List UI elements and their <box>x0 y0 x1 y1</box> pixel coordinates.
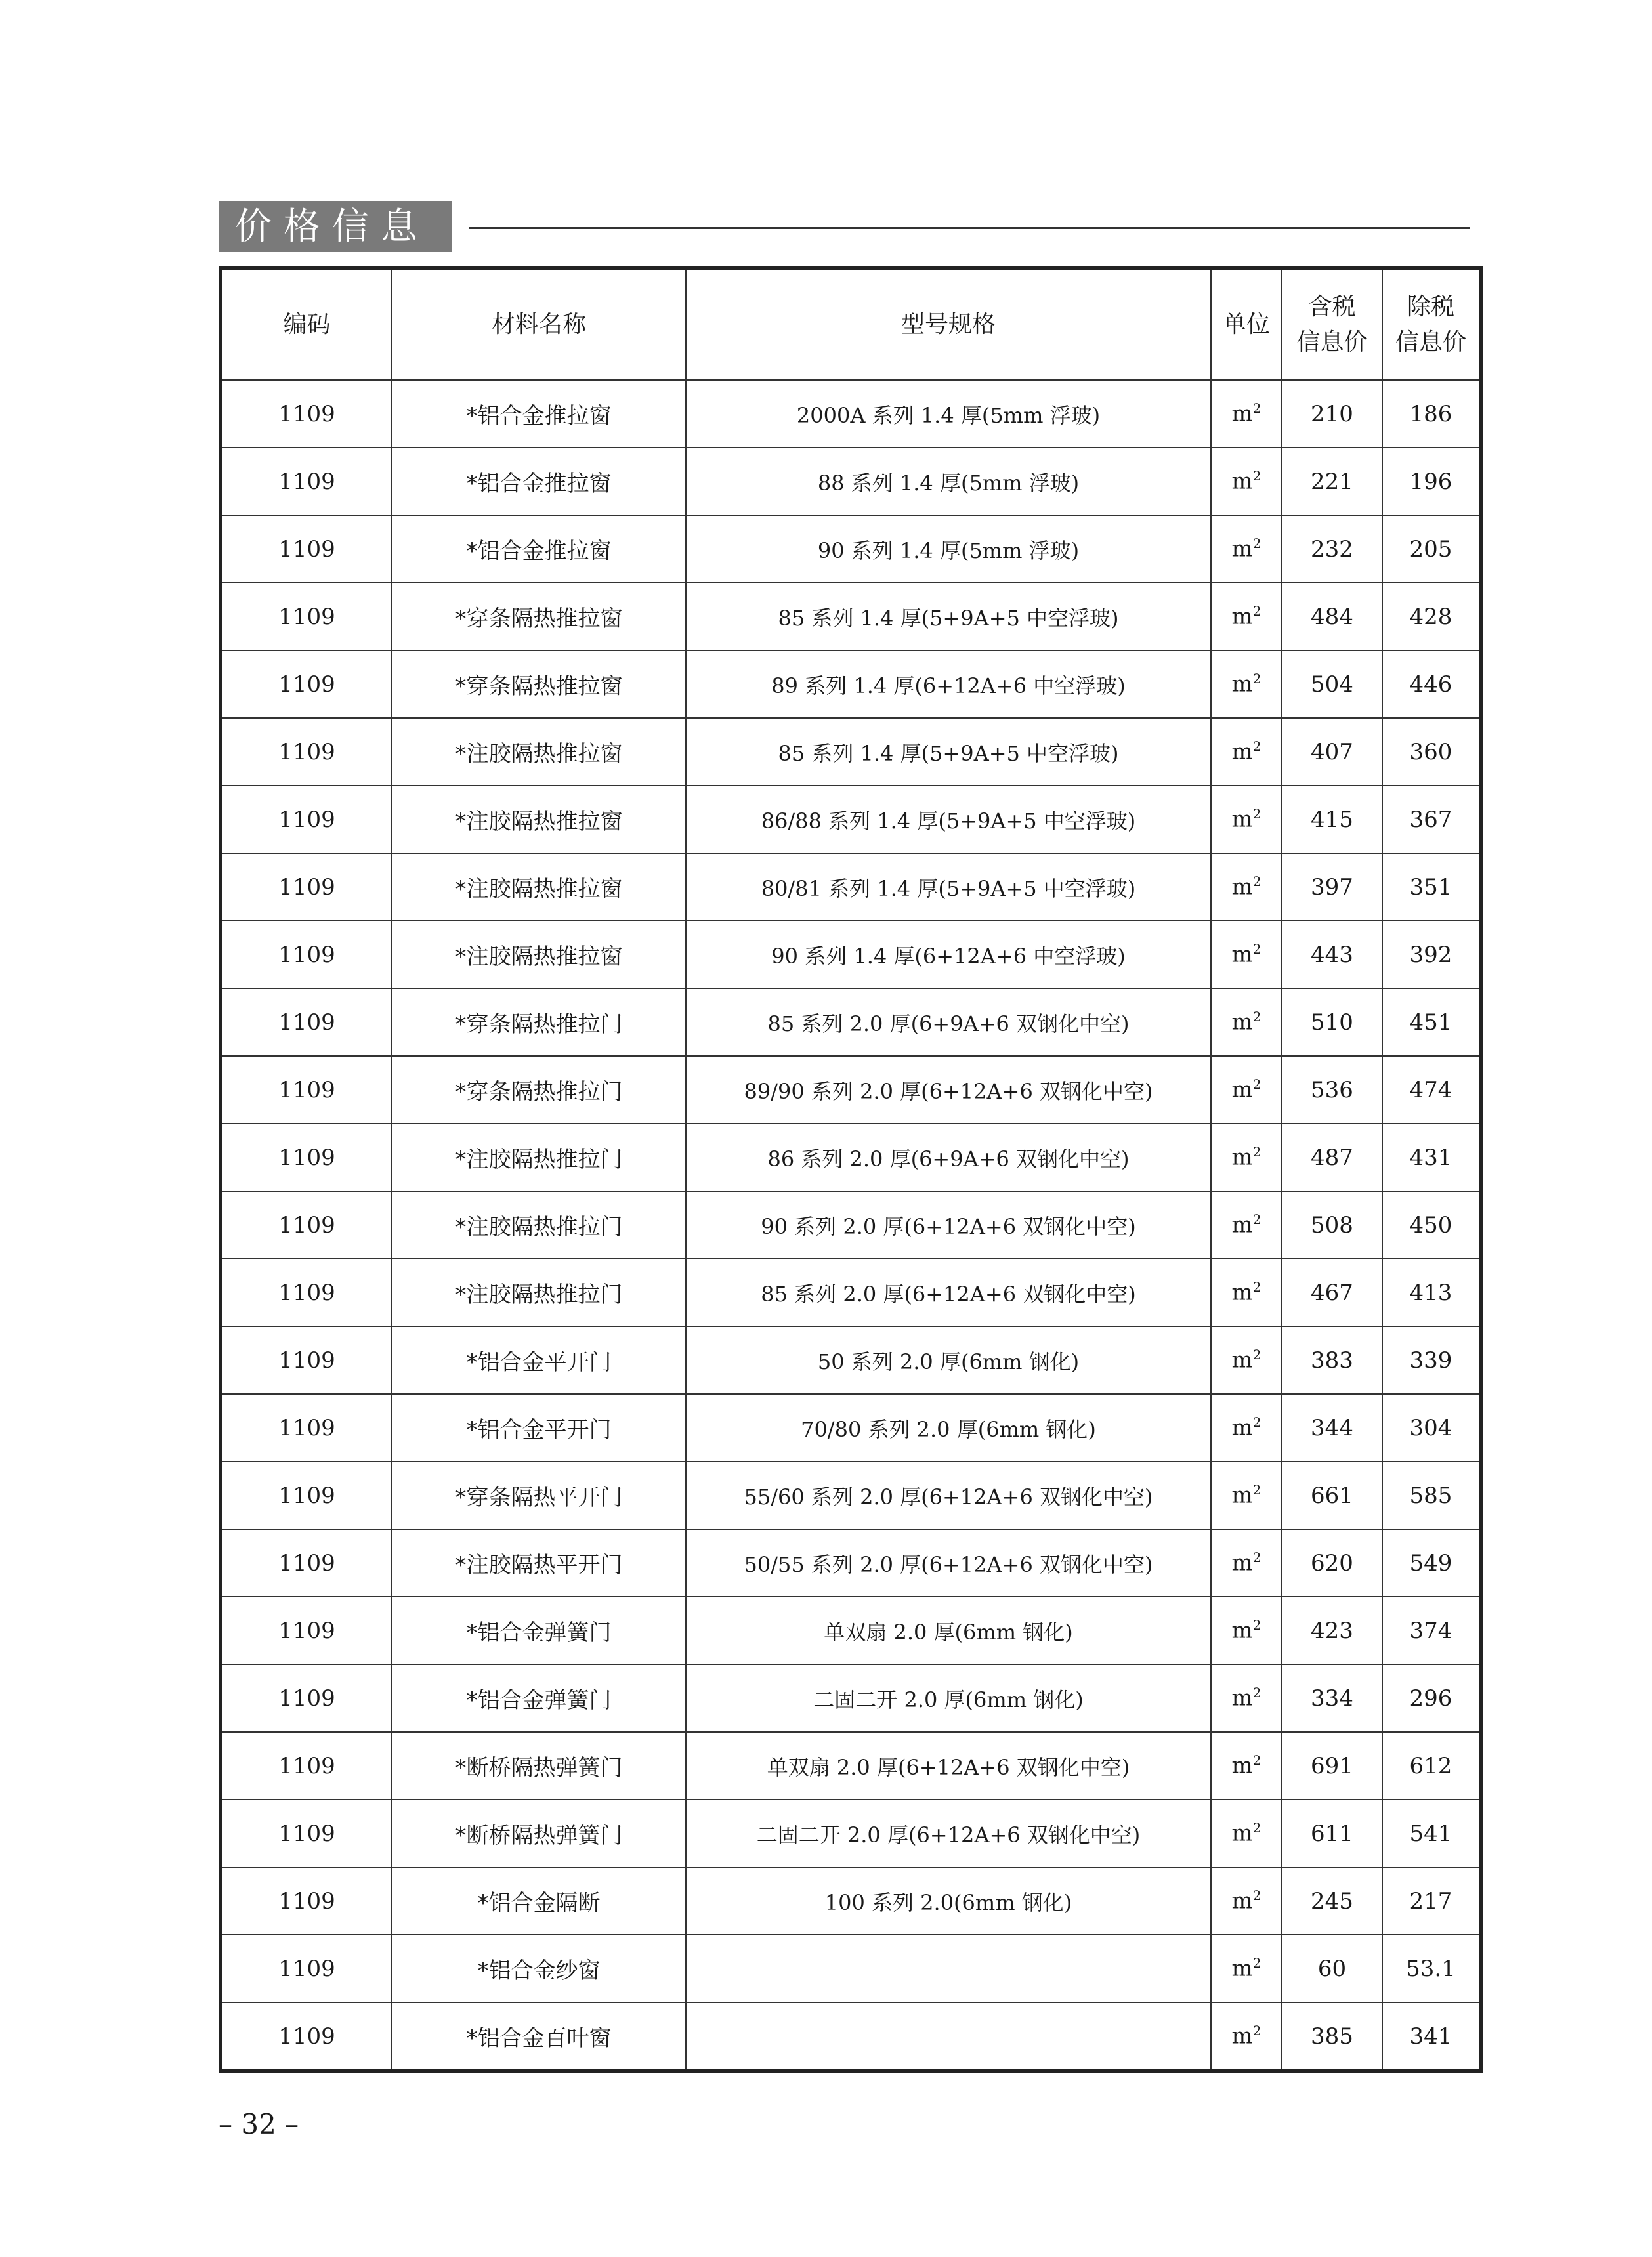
unit-cell <box>1211 1597 1282 1664</box>
unit-base: m <box>1231 1212 1253 1238</box>
code-cell: 1109 <box>221 786 392 853</box>
header-code: 编码 <box>221 268 392 380</box>
unit-superscript: 2 <box>1252 1820 1261 1836</box>
name-cell: *铝合金平开门 <box>392 1394 686 1462</box>
code-cell: 1109 <box>221 1124 392 1191</box>
unit-base: m <box>1231 1347 1253 1374</box>
unit-base: m <box>1231 1279 1253 1306</box>
tax-excl-price-cell: 474 <box>1382 1056 1481 1124</box>
spec-cell: 二固二开 2.0 厚(6+12A+6 双钢化中空) <box>686 1800 1211 1867</box>
spec-cell: 二固二开 2.0 厚(6mm 钢化) <box>686 1664 1211 1732</box>
code-cell: 1109 <box>221 1259 392 1326</box>
table-row <box>221 1124 1481 1191</box>
table-row <box>221 2002 1481 2071</box>
table-row <box>221 786 1481 853</box>
tax-excl-price-cell: 446 <box>1382 650 1481 718</box>
unit-base: m <box>1231 1752 1253 1779</box>
spec-cell: 50 系列 2.0 厚(6mm 钢化) <box>686 1326 1211 1394</box>
unit-cell <box>1211 1800 1282 1867</box>
unit-cell <box>1211 853 1282 921</box>
unit-cell <box>1211 1056 1282 1124</box>
tax-excl-price-cell: 374 <box>1382 1597 1481 1664</box>
unit-superscript: 2 <box>1252 1752 1261 1769</box>
table-row <box>221 380 1481 448</box>
name-cell: *穿条隔热推拉门 <box>392 1056 686 1124</box>
code-cell: 1109 <box>221 1597 392 1664</box>
table-row <box>221 921 1481 988</box>
tax-incl-price-cell: 661 <box>1282 1462 1382 1529</box>
unit-base: m <box>1231 1888 1253 1914</box>
unit-superscript: 2 <box>1252 874 1261 890</box>
spec-cell: 2000A 系列 1.4 厚(5mm 浮玻) <box>686 380 1211 448</box>
unit-base: m <box>1231 1414 1253 1441</box>
unit-base: m <box>1231 1009 1253 1036</box>
tax-incl-price-cell: 484 <box>1282 583 1382 650</box>
tax-excl-price-cell: 186 <box>1382 380 1481 448</box>
spec-cell: 89 系列 1.4 厚(6+12A+6 中空浮玻) <box>686 650 1211 718</box>
table-row <box>221 853 1481 921</box>
tax-incl-price-cell: 397 <box>1282 853 1382 921</box>
unit-superscript: 2 <box>1252 1482 1261 1498</box>
tax-excl-price-cell: 339 <box>1382 1326 1481 1394</box>
tax-excl-price-cell: 451 <box>1382 988 1481 1056</box>
unit-cell <box>1211 1124 1282 1191</box>
name-cell: *穿条隔热推拉窗 <box>392 650 686 718</box>
code-cell: 1109 <box>221 1935 392 2002</box>
unit-superscript: 2 <box>1252 941 1261 958</box>
name-cell: *铝合金弹簧门 <box>392 1664 686 1732</box>
tax-excl-price-cell: 413 <box>1382 1259 1481 1326</box>
unit-cell <box>1211 515 1282 583</box>
code-cell: 1109 <box>221 718 392 786</box>
tax-incl-price-cell: 344 <box>1282 1394 1382 1462</box>
code-cell: 1109 <box>221 853 392 921</box>
table-row <box>221 650 1481 718</box>
tax-excl-price-cell: 549 <box>1382 1529 1481 1597</box>
spec-cell: 89/90 系列 2.0 厚(6+12A+6 双钢化中空) <box>686 1056 1211 1124</box>
unit-cell <box>1211 1191 1282 1259</box>
code-cell: 1109 <box>221 1191 392 1259</box>
header-spec: 型号规格 <box>686 268 1211 380</box>
header-rule <box>469 227 1470 229</box>
unit-base: m <box>1231 400 1253 427</box>
unit-cell <box>1211 1462 1282 1529</box>
unit-base: m <box>1231 603 1253 630</box>
tax-excl-price-cell: 612 <box>1382 1732 1481 1800</box>
unit-superscript: 2 <box>1252 1347 1261 1363</box>
table-row <box>221 1191 1481 1259</box>
unit-base: m <box>1231 941 1253 968</box>
code-cell: 1109 <box>221 1664 392 1732</box>
unit-base: m <box>1231 1617 1253 1644</box>
table-row <box>221 1462 1481 1529</box>
unit-superscript: 2 <box>1252 1414 1261 1431</box>
tax-excl-price-cell: 428 <box>1382 583 1481 650</box>
spec-cell: 单双扇 2.0 厚(6mm 钢化) <box>686 1597 1211 1664</box>
unit-base: m <box>1231 1820 1253 1847</box>
table-row <box>221 583 1481 650</box>
unit-base: m <box>1231 671 1253 698</box>
name-cell: *穿条隔热推拉窗 <box>392 583 686 650</box>
unit-cell <box>1211 1529 1282 1597</box>
unit-cell <box>1211 583 1282 650</box>
name-cell: *铝合金平开门 <box>392 1326 686 1394</box>
spec-cell: 80/81 系列 1.4 厚(5+9A+5 中空浮玻) <box>686 853 1211 921</box>
spec-cell: 单双扇 2.0 厚(6+12A+6 双钢化中空) <box>686 1732 1211 1800</box>
unit-superscript: 2 <box>1252 1279 1261 1296</box>
unit-base: m <box>1231 1685 1253 1712</box>
table-row <box>221 1259 1481 1326</box>
unit-cell <box>1211 988 1282 1056</box>
table-row <box>221 1935 1481 2002</box>
unit-superscript: 2 <box>1252 536 1261 552</box>
table-row <box>221 515 1481 583</box>
header-name: 材料名称 <box>392 268 686 380</box>
unit-base: m <box>1231 536 1253 562</box>
unit-base: m <box>1231 1482 1253 1509</box>
unit-superscript: 2 <box>1252 2023 1261 2039</box>
unit-superscript: 2 <box>1252 1212 1261 1228</box>
price-table <box>219 266 1483 2073</box>
code-cell: 1109 <box>221 380 392 448</box>
code-cell: 1109 <box>221 1732 392 1800</box>
unit-superscript: 2 <box>1252 1955 1261 1972</box>
spec-cell: 100 系列 2.0(6mm 钢化) <box>686 1867 1211 1935</box>
unit-superscript: 2 <box>1252 738 1261 755</box>
tax-incl-price-cell: 210 <box>1282 380 1382 448</box>
tax-incl-price-cell: 385 <box>1282 2002 1382 2071</box>
tax-excl-price-cell: 431 <box>1382 1124 1481 1191</box>
code-cell: 1109 <box>221 1462 392 1529</box>
tax-excl-price-cell: 392 <box>1382 921 1481 988</box>
name-cell: *注胶隔热推拉窗 <box>392 786 686 853</box>
code-cell: 1109 <box>221 988 392 1056</box>
code-cell: 1109 <box>221 1326 392 1394</box>
name-cell: *注胶隔热推拉窗 <box>392 718 686 786</box>
tax-incl-price-cell: 487 <box>1282 1124 1382 1191</box>
name-cell: *注胶隔热推拉门 <box>392 1259 686 1326</box>
code-cell: 1109 <box>221 1529 392 1597</box>
tax-excl-price-cell: 217 <box>1382 1867 1481 1935</box>
spec-cell <box>686 1935 1211 2002</box>
table-row <box>221 1800 1481 1867</box>
name-cell: *穿条隔热平开门 <box>392 1462 686 1529</box>
code-cell: 1109 <box>221 1867 392 1935</box>
spec-cell: 55/60 系列 2.0 厚(6+12A+6 双钢化中空) <box>686 1462 1211 1529</box>
spec-cell: 50/55 系列 2.0 厚(6+12A+6 双钢化中空) <box>686 1529 1211 1597</box>
unit-cell <box>1211 1259 1282 1326</box>
code-cell: 1109 <box>221 583 392 650</box>
table-row <box>221 718 1481 786</box>
spec-cell: 85 系列 2.0 厚(6+9A+6 双钢化中空) <box>686 988 1211 1056</box>
header-tax-excl-line2: 信息价 <box>1395 329 1466 356</box>
tax-excl-price-cell: 53.1 <box>1382 1935 1481 2002</box>
spec-cell: 85 系列 2.0 厚(6+12A+6 双钢化中空) <box>686 1259 1211 1326</box>
section-title: 价格信息 <box>219 201 452 252</box>
unit-base: m <box>1231 2023 1253 2050</box>
tax-excl-price-cell: 351 <box>1382 853 1481 921</box>
unit-superscript: 2 <box>1252 806 1261 822</box>
name-cell: *注胶隔热推拉门 <box>392 1191 686 1259</box>
tax-excl-price-cell: 450 <box>1382 1191 1481 1259</box>
spec-cell: 85 系列 1.4 厚(5+9A+5 中空浮玻) <box>686 718 1211 786</box>
spec-cell: 90 系列 2.0 厚(6+12A+6 双钢化中空) <box>686 1191 1211 1259</box>
unit-cell <box>1211 718 1282 786</box>
unit-base: m <box>1231 1076 1253 1103</box>
tax-excl-price-cell: 205 <box>1382 515 1481 583</box>
code-cell: 1109 <box>221 1800 392 1867</box>
unit-superscript: 2 <box>1252 1888 1261 1904</box>
header-tax-incl-line1: 含税 <box>1308 293 1356 320</box>
code-cell: 1109 <box>221 448 392 515</box>
name-cell: *断桥隔热弹簧门 <box>392 1800 686 1867</box>
name-cell: *铝合金隔断 <box>392 1867 686 1935</box>
header-unit: 单位 <box>1211 268 1282 380</box>
unit-base: m <box>1231 1550 1253 1576</box>
unit-cell <box>1211 1664 1282 1732</box>
header-tax-excl-line1: 除税 <box>1407 293 1454 320</box>
name-cell: *铝合金推拉窗 <box>392 380 686 448</box>
unit-superscript: 2 <box>1252 1685 1261 1701</box>
name-cell: *铝合金百叶窗 <box>392 2002 686 2071</box>
unit-superscript: 2 <box>1252 468 1261 484</box>
code-cell: 1109 <box>221 1056 392 1124</box>
unit-base: m <box>1231 806 1253 833</box>
tax-incl-price-cell: 504 <box>1282 650 1382 718</box>
header-tax-incl <box>1282 268 1382 380</box>
code-cell: 1109 <box>221 650 392 718</box>
name-cell: *铝合金推拉窗 <box>392 515 686 583</box>
tax-incl-price-cell: 334 <box>1282 1664 1382 1732</box>
unit-superscript: 2 <box>1252 1076 1261 1093</box>
unit-superscript: 2 <box>1252 671 1261 687</box>
unit-base: m <box>1231 738 1253 765</box>
name-cell: *注胶隔热平开门 <box>392 1529 686 1597</box>
code-cell: 1109 <box>221 921 392 988</box>
name-cell: *注胶隔热推拉门 <box>392 1124 686 1191</box>
tax-excl-price-cell: 585 <box>1382 1462 1481 1529</box>
unit-superscript: 2 <box>1252 603 1261 620</box>
page-number: – 32 – <box>219 2108 299 2140</box>
spec-cell: 86/88 系列 1.4 厚(5+9A+5 中空浮玻) <box>686 786 1211 853</box>
spec-cell: 90 系列 1.4 厚(5mm 浮玻) <box>686 515 1211 583</box>
tax-excl-price-cell: 541 <box>1382 1800 1481 1867</box>
unit-cell <box>1211 1394 1282 1462</box>
unit-cell <box>1211 2002 1282 2071</box>
unit-superscript: 2 <box>1252 400 1261 417</box>
unit-cell <box>1211 650 1282 718</box>
tax-incl-price-cell: 508 <box>1282 1191 1382 1259</box>
name-cell: *铝合金纱窗 <box>392 1935 686 2002</box>
tax-incl-price-cell: 443 <box>1282 921 1382 988</box>
unit-cell <box>1211 448 1282 515</box>
tax-incl-price-cell: 407 <box>1282 718 1382 786</box>
spec-cell <box>686 2002 1211 2071</box>
code-cell: 1109 <box>221 1394 392 1462</box>
tax-incl-price-cell: 221 <box>1282 448 1382 515</box>
spec-cell: 86 系列 2.0 厚(6+9A+6 双钢化中空) <box>686 1124 1211 1191</box>
tax-excl-price-cell: 304 <box>1382 1394 1481 1462</box>
tax-excl-price-cell: 360 <box>1382 718 1481 786</box>
name-cell: *断桥隔热弹簧门 <box>392 1732 686 1800</box>
unit-superscript: 2 <box>1252 1009 1261 1025</box>
table-row <box>221 1326 1481 1394</box>
tax-incl-price-cell: 536 <box>1282 1056 1382 1124</box>
unit-cell <box>1211 1867 1282 1935</box>
tax-incl-price-cell: 691 <box>1282 1732 1382 1800</box>
unit-base: m <box>1231 874 1253 900</box>
name-cell: *穿条隔热推拉门 <box>392 988 686 1056</box>
unit-superscript: 2 <box>1252 1550 1261 1566</box>
table-row <box>221 1732 1481 1800</box>
table-row <box>221 1529 1481 1597</box>
header-tax-incl-line2: 信息价 <box>1296 329 1368 356</box>
unit-superscript: 2 <box>1252 1144 1261 1160</box>
unit-base: m <box>1231 468 1253 495</box>
tax-incl-price-cell: 383 <box>1282 1326 1382 1394</box>
name-cell: *铝合金弹簧门 <box>392 1597 686 1664</box>
tax-incl-price-cell: 232 <box>1282 515 1382 583</box>
unit-cell <box>1211 1935 1282 2002</box>
name-cell: *铝合金推拉窗 <box>392 448 686 515</box>
spec-cell: 70/80 系列 2.0 厚(6mm 钢化) <box>686 1394 1211 1462</box>
code-cell: 1109 <box>221 2002 392 2071</box>
unit-cell <box>1211 1326 1282 1394</box>
unit-cell <box>1211 1732 1282 1800</box>
tax-incl-price-cell: 620 <box>1282 1529 1382 1597</box>
tax-excl-price-cell: 196 <box>1382 448 1481 515</box>
tax-incl-price-cell: 611 <box>1282 1800 1382 1867</box>
tax-incl-price-cell: 245 <box>1282 1867 1382 1935</box>
tax-incl-price-cell: 60 <box>1282 1935 1382 2002</box>
unit-superscript: 2 <box>1252 1617 1261 1634</box>
spec-cell: 88 系列 1.4 厚(5mm 浮玻) <box>686 448 1211 515</box>
header-tax-excl <box>1382 268 1481 380</box>
table-row <box>221 988 1481 1056</box>
tax-excl-price-cell: 296 <box>1382 1664 1481 1732</box>
tax-incl-price-cell: 423 <box>1282 1597 1382 1664</box>
spec-cell: 90 系列 1.4 厚(6+12A+6 中空浮玻) <box>686 921 1211 988</box>
tax-incl-price-cell: 510 <box>1282 988 1382 1056</box>
table-body <box>221 380 1481 2071</box>
code-cell: 1109 <box>221 515 392 583</box>
unit-cell <box>1211 786 1282 853</box>
name-cell: *注胶隔热推拉窗 <box>392 853 686 921</box>
unit-cell <box>1211 380 1282 448</box>
unit-base: m <box>1231 1955 1253 1982</box>
tax-incl-price-cell: 467 <box>1282 1259 1382 1326</box>
name-cell: *注胶隔热推拉窗 <box>392 921 686 988</box>
unit-cell <box>1211 921 1282 988</box>
table-row <box>221 448 1481 515</box>
unit-base: m <box>1231 1144 1253 1171</box>
table-row <box>221 1597 1481 1664</box>
spec-cell: 85 系列 1.4 厚(5+9A+5 中空浮玻) <box>686 583 1211 650</box>
table-row <box>221 1664 1481 1732</box>
table-header-row <box>221 268 1481 380</box>
tax-excl-price-cell: 367 <box>1382 786 1481 853</box>
table-row <box>221 1867 1481 1935</box>
tax-incl-price-cell: 415 <box>1282 786 1382 853</box>
tax-excl-price-cell: 341 <box>1382 2002 1481 2071</box>
table-row <box>221 1394 1481 1462</box>
table-row <box>221 1056 1481 1124</box>
